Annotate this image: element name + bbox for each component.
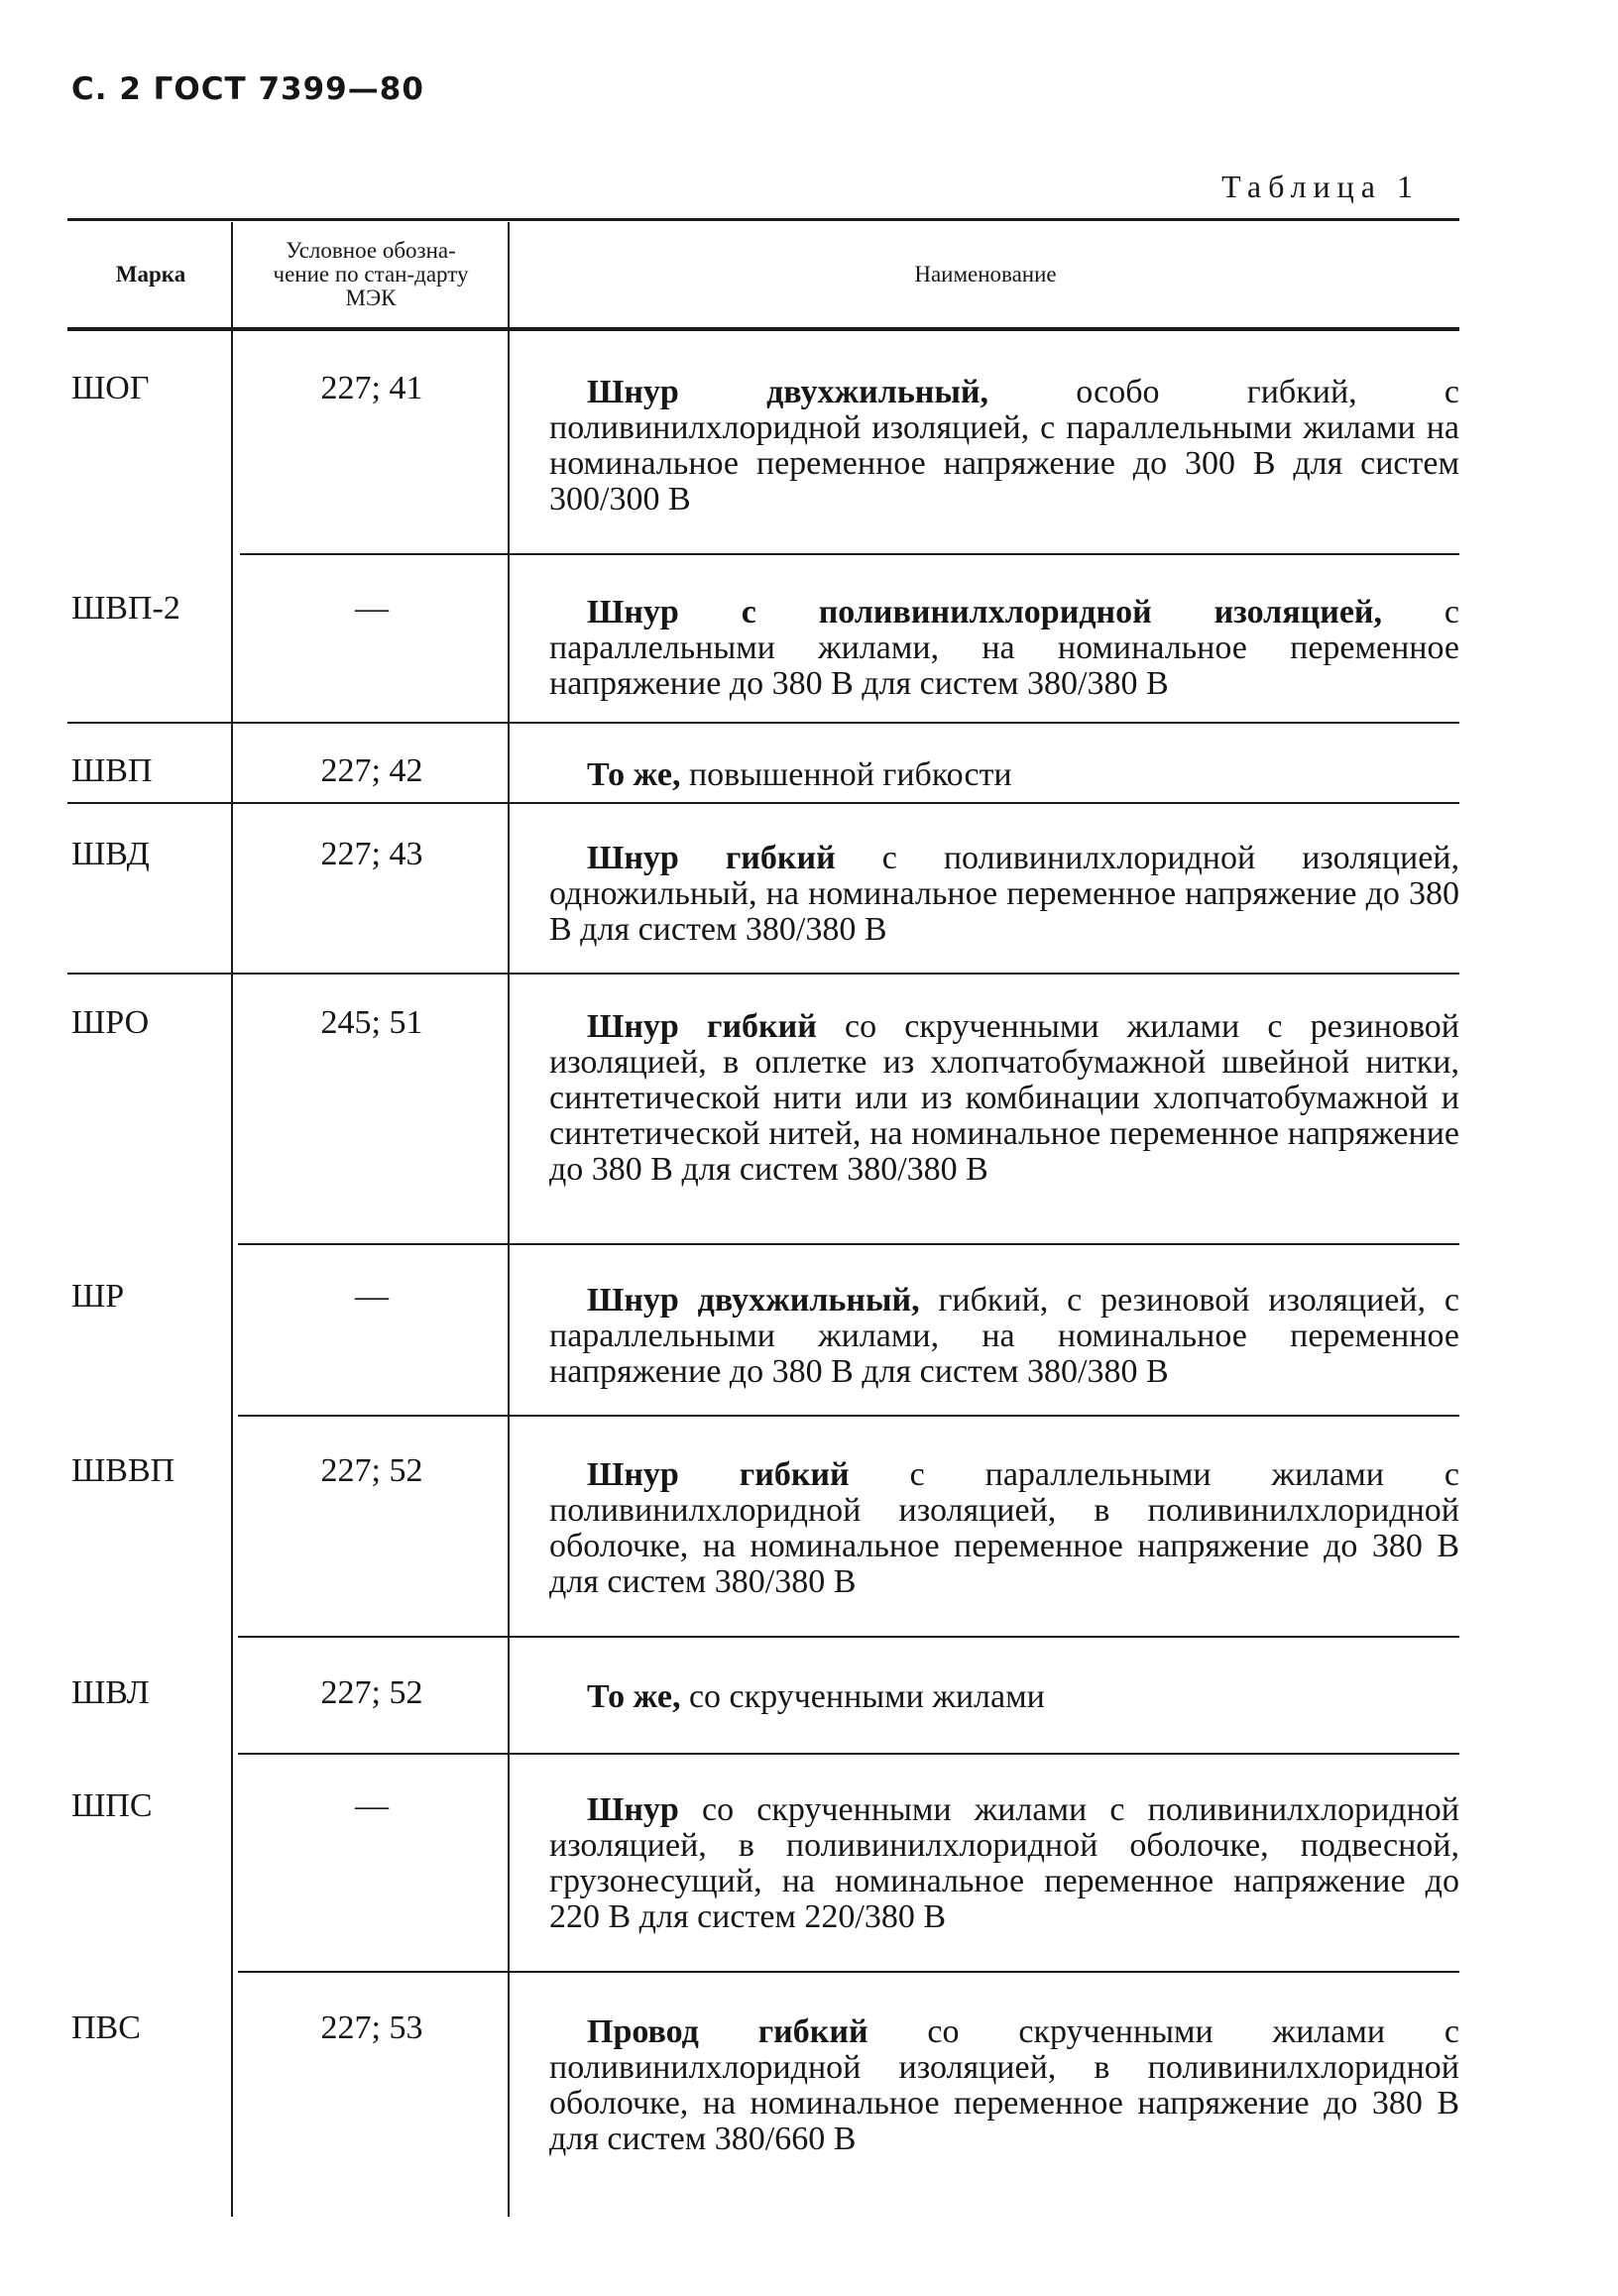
row-name-lead: То же, bbox=[587, 756, 681, 793]
row-mark: ШПС bbox=[71, 1787, 153, 1824]
row-mark: ШВВП bbox=[71, 1452, 175, 1489]
row-name bbox=[549, 2014, 1459, 2157]
row-name-lead: Шнур двухжильный, bbox=[587, 1282, 920, 1319]
row-iec-code: — bbox=[355, 590, 389, 627]
row-name-lead: Шнур bbox=[587, 1791, 679, 1828]
row-iec-code: 227; 53 bbox=[320, 2009, 423, 2046]
row-name bbox=[549, 375, 1459, 517]
row-name-rest: со скрученными жилами с поливинилхлоридной изоляцией, в поливинилхлоридной оболочке, подвесной, грузонесущий, на номинальное переменное напряжение до 220 В для систем 220/380 В bbox=[549, 1791, 1459, 1935]
header-name: Наименование bbox=[914, 262, 1057, 287]
row-name-rest: с поливинилхлоридной изоляцией, одножильный, на номинальное переменное напряжение до 380 В для систем 380/380 В bbox=[549, 840, 1459, 948]
row-name bbox=[549, 1792, 1459, 1935]
row-mark: ШВД bbox=[71, 836, 150, 872]
row-name bbox=[549, 1457, 1459, 1600]
column-divider-2 bbox=[508, 222, 510, 2217]
page-header: С. 2 ГОСТ 7399—80 bbox=[71, 71, 424, 107]
row-separator bbox=[238, 1753, 1459, 1755]
row-iec-code: 245; 51 bbox=[320, 1004, 423, 1041]
row-name-rest: со скрученными жилами bbox=[680, 1678, 1045, 1715]
row-mark: ШВЛ bbox=[71, 1674, 150, 1711]
row-name bbox=[549, 1009, 1459, 1188]
row-mark: ШВП bbox=[71, 752, 153, 789]
row-iec-code: 227; 42 bbox=[320, 752, 423, 789]
row-name-rest: повышенной гибкости bbox=[680, 756, 1012, 793]
row-name-lead: Шнур гибкий bbox=[587, 1456, 850, 1493]
header-mark: Марка bbox=[115, 262, 186, 287]
row-iec-code: — bbox=[355, 1278, 389, 1315]
row-name-rest: особо гибкий, с поливинилхлоридной изоляцией, с параллельными жилами на номинальное переменное напряжение до 300 В для систем 300/300 В bbox=[549, 374, 1459, 517]
row-name-lead: Провод гибкий bbox=[587, 2013, 868, 2050]
row-name bbox=[549, 1283, 1459, 1390]
row-name-rest: со скрученными жилами с поливинилхлоридной изоляцией, в поливинилхлоридной оболочке, на номинальное переменное напряжение до 380 В для систем 380/660 В bbox=[549, 2013, 1460, 2157]
row-name bbox=[549, 757, 1459, 793]
row-iec-code: 227; 52 bbox=[320, 1674, 423, 1711]
row-separator bbox=[238, 1415, 1459, 1417]
row-name-rest: с параллельными жилами с поливинилхлоридной изоляцией, в поливинилхлоридной оболочке, на номинальное переменное напряжение до 380 В для систем 380/380 В bbox=[549, 1456, 1460, 1600]
row-name-lead: Шнур гибкий bbox=[587, 1008, 817, 1045]
row-iec-code: 227; 52 bbox=[320, 1452, 423, 1489]
row-iec-code: 227; 43 bbox=[320, 836, 423, 872]
row-iec-code: 227; 41 bbox=[320, 370, 423, 406]
row-name bbox=[549, 841, 1459, 948]
row-name-rest: гибкий, с резиновой изоляцией, с параллельными жилами, на номинальное переменное напряжение до 380 В для систем 380/380 В bbox=[549, 1282, 1459, 1390]
row-mark: ШВП-2 bbox=[71, 590, 180, 627]
row-name-lead: Шнур гибкий bbox=[587, 840, 836, 876]
header-iec-code: Условное обозна-чение по стан-дарту МЭК bbox=[273, 238, 469, 310]
row-separator bbox=[240, 553, 1459, 555]
row-mark: ПВС bbox=[71, 2009, 141, 2046]
row-separator bbox=[238, 1971, 1459, 1973]
row-name-rest: со скрученными жилами с резиновой изоляцией, в оплетке из хлопчатобумажной швейной нитки, синтетической нити или из комбинации хлопчатобумажной и синтетической нитей, на номинальное переменное напряжение до 380 В для систем 380/380 В bbox=[549, 1008, 1460, 1188]
header-bottom-rule bbox=[67, 327, 1459, 331]
row-name-lead: Шнур двухжильный, bbox=[587, 374, 989, 410]
row-separator bbox=[67, 802, 1459, 804]
row-separator bbox=[67, 722, 1459, 724]
row-iec-code: — bbox=[355, 1787, 389, 1824]
row-name bbox=[549, 595, 1459, 702]
row-separator bbox=[67, 973, 1459, 975]
row-separator bbox=[238, 1243, 1459, 1245]
table-top-rule bbox=[67, 218, 1459, 221]
row-mark: ШР bbox=[71, 1278, 125, 1315]
row-name-lead: То же, bbox=[587, 1678, 681, 1715]
row-mark: ШОГ bbox=[71, 370, 150, 406]
row-name-lead: Шнур с поливинилхлоридной изоляцией, bbox=[587, 594, 1383, 631]
table-caption: Таблица 1 bbox=[1221, 169, 1420, 204]
column-divider-1 bbox=[231, 222, 233, 2217]
row-name bbox=[549, 1679, 1459, 1715]
row-separator bbox=[238, 1636, 1459, 1638]
row-name-rest: с параллельными жилами, на номинальное переменное напряжение до 380 В для систем 380/380 В bbox=[549, 594, 1460, 702]
row-mark: ШРО bbox=[71, 1004, 150, 1041]
